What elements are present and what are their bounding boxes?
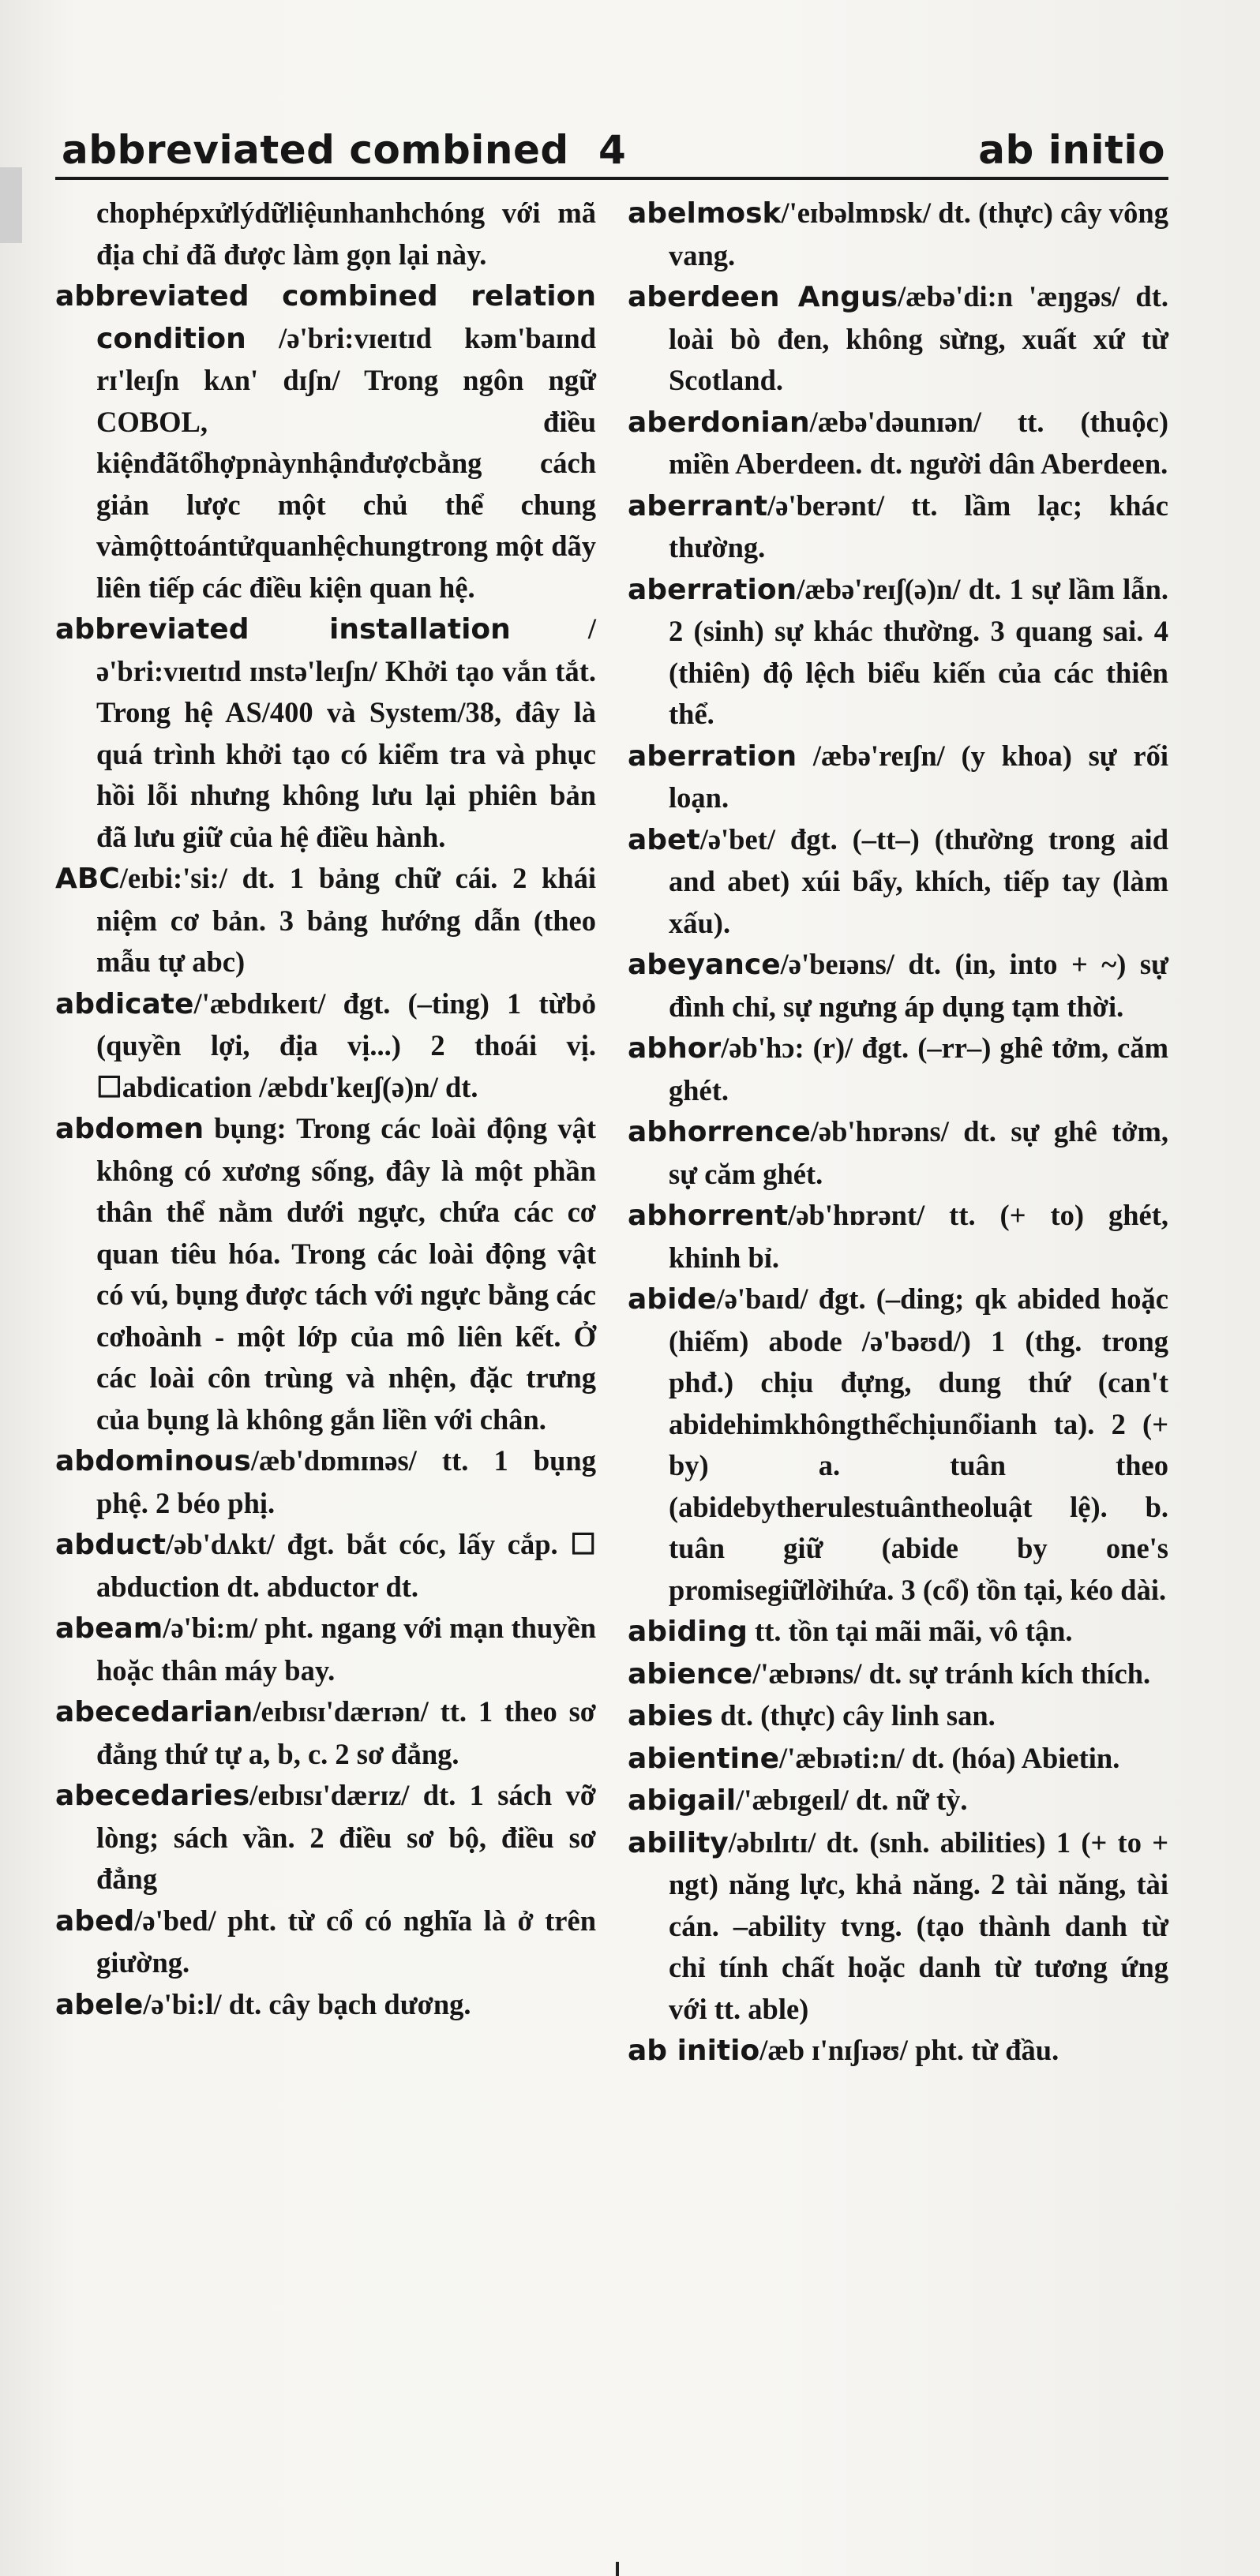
- dictionary-entry: [55, 858, 596, 983]
- dictionary-entry: [55, 1900, 596, 1984]
- entry-definition: /eɪbɪsɪ'dærɪz/ dt. 1 sách vỡ lòng; sách vần. 2 điều sơ bộ, điều sơ đẳng: [96, 1779, 596, 1895]
- entry-definition: /'æbɪəti:n/ dt. (hóa) Abietin.: [779, 1741, 1120, 1774]
- entry-definition: /ə'bet/ đgt. (–tt–) (thường trong aid and abet) xúi bẩy, khích, tiếp tay (làm xấu).: [669, 822, 1168, 939]
- dictionary-entry: [55, 193, 596, 275]
- dictionary-entry: [55, 983, 596, 1109]
- entry-definition: /'æbɪgeɪl/ dt. nữ tỳ.: [736, 1784, 968, 1816]
- dictionary-entry: [628, 736, 1168, 819]
- entry-definition: /'æbdɪkeɪt/ đgt. (–ting) 1 từbỏ (quyền lợi, địa vị...) 2 thoái vị. ☐abdication /æbdɪ'keɪʃ(ə)n/ dt.: [96, 987, 596, 1103]
- entry-definition: /əb'dʌkt/ đgt. bắt cóc, lấy cắp. ☐ abduction dt. abductor dt.: [96, 1528, 596, 1603]
- dictionary-entry: [55, 1440, 596, 1524]
- dictionary-entry: [628, 1653, 1168, 1696]
- entry-definition: /æbə'reɪʃ(ə)n/ dt. 1 sự lầm lẫn. 2 (sinh) sự khác thường. 3 quang sai. 4 (thiên) độ lệch biểu kiến của các thiên thể.: [669, 572, 1168, 730]
- dictionary-entry: [628, 1738, 1168, 1780]
- dictionary-entry: [628, 1611, 1168, 1653]
- entry-headword: abies: [628, 1700, 714, 1732]
- entry-headword: abecedaries: [55, 1780, 250, 1812]
- entry-headword: abbreviated installation: [55, 613, 511, 646]
- dictionary-entry: [628, 1695, 1168, 1738]
- entry-headword: abbreviated combined relation condition: [55, 280, 596, 355]
- entry-headword: abide: [628, 1283, 717, 1316]
- dictionary-entry: [628, 2030, 1168, 2072]
- entry-headword: abhorrence: [628, 1116, 811, 1148]
- entry-headword: aberrant: [628, 489, 768, 522]
- dictionary-entry: [55, 608, 596, 858]
- entry-definition: /æbə'di:n 'æŋgəs/ dt. loài bò đen, không sừng, xuất xứ từ Scotland.: [669, 280, 1169, 396]
- entry-headword: abed: [55, 1904, 135, 1938]
- page-footer-mark: [616, 2562, 619, 2576]
- entry-headword: abeyance: [628, 949, 781, 981]
- entry-definition: /æb ɪ'nɪʃɪəʊ/ pht. từ đầu.: [759, 2034, 1059, 2066]
- dictionary-entry: [628, 193, 1168, 276]
- entry-definition: bụng: Trong các loài động vật không có xương sống, đây là một phần thân thể nằm dưới ngực, chứa các cơ quan tiêu hóa. Trong các loài động vật có vú, bụng được tách với ngực bằng các cơhoành - một lớp của mô liên kết. Ở các loài côn trùng và nhện, đặc trưng của bụng là không gắn liền với chân.: [96, 1112, 596, 1436]
- entry-definition: /eɪbi:'si:/ dt. 1 bảng chữ cái. 2 khái niệm cơ bản. 3 bảng hướng dẫn (theo mẫu tự abc): [96, 862, 596, 978]
- dictionary-entry: [628, 276, 1168, 402]
- entry-headword: abdominous: [55, 1445, 251, 1477]
- entry-headword: abhorrent: [628, 1200, 789, 1232]
- entry-definition: /æb'dɒmɪnəs/ tt. 1 bụng phệ. 2 béo phị.: [96, 1444, 596, 1519]
- dictionary-entry: [628, 485, 1168, 569]
- entry-definition: /ə'bed/ pht. từ cổ có nghĩa là ở trên giường.: [96, 1904, 596, 1979]
- entry-headword: abduct: [55, 1529, 167, 1561]
- entry-headword: abdomen: [55, 1113, 204, 1145]
- entry-headword: abelmosk: [628, 197, 782, 230]
- dictionary-entry: [55, 1608, 596, 1691]
- page-number: 4: [598, 127, 626, 173]
- entry-definition: /'eɪbəlmɒsk/ dt. (thực) cây vông vang.: [669, 197, 1168, 271]
- entry-headword: ab initio: [628, 2035, 760, 2067]
- entry-headword: abeam: [55, 1612, 163, 1645]
- dictionary-entry: [628, 944, 1168, 1028]
- dictionary-entry: [55, 1524, 596, 1608]
- entry-headword: aberration: [628, 573, 797, 606]
- dictionary-entry: [628, 1780, 1168, 1822]
- entry-definition: dt. (thực) cây linh san.: [713, 1699, 996, 1732]
- entry-headword: aberdeen Angus: [628, 281, 898, 313]
- entry-definition: tt. tồn tại mãi mãi, vô tận.: [747, 1615, 1073, 1647]
- entry-definition: /ə'berənt/ tt. lầm lạc; khác thường.: [669, 489, 1168, 564]
- entry-headword: abele: [55, 1988, 144, 2021]
- entry-headword: abecedarian: [55, 1696, 253, 1728]
- entry-headword: aberration: [628, 739, 797, 773]
- dictionary-entry: [55, 1775, 596, 1900]
- entry-definition: /əbɪlɪtɪ/ dt. (snh. abilities) 1 (+ to + ngt) năng lực, khả năng. 2 tài năng, tài cán. –ability tvng. (tạo thành danh từ chỉ tính chất hoặc danh từ tương ứng với tt. able): [669, 1825, 1168, 2025]
- dictionary-entry: [628, 819, 1168, 945]
- entry-definition: /æbə'dəunɪən/ tt. (thuộc) miền Aberdeen. dt. người dân Aberdeen.: [669, 405, 1168, 480]
- dictionary-entry: [55, 1984, 596, 2027]
- entry-headword: abigail: [628, 1784, 737, 1817]
- entry-headword: abientine: [628, 1742, 780, 1775]
- dictionary-entry: [628, 1279, 1168, 1611]
- dictionary-entry: [628, 402, 1168, 485]
- dictionary-entry: [55, 1691, 596, 1775]
- dictionary-entry: [628, 1195, 1168, 1279]
- page-header: [55, 126, 1168, 180]
- entry-headword: aberdonian: [628, 406, 810, 439]
- entry-headword: abhor: [628, 1032, 722, 1065]
- thumb-index-tab: [0, 167, 22, 243]
- entry-definition: /ə'bri:vɪeɪtɪd ɪnstə'leɪʃn/ Khởi tạo vắn tắt. Trong hệ AS/400 và System/38, đây là quá trình khởi tạo có kiểm tra và phục hồi lỗi nhưng không lưu lại phiên bản đã lưu giữ của hệ điều hành.: [96, 612, 596, 853]
- entry-definition: /ə'bi:m/ pht. ngang với mạn thuyền hoặc thân máy bay.: [96, 1612, 596, 1687]
- entry-headword: ABC: [55, 863, 120, 895]
- entry-headword: abiding: [628, 1616, 748, 1648]
- dictionary-entry: [628, 569, 1168, 736]
- entry-definition: /'æbɪəns/ dt. sự tránh kích thích.: [752, 1657, 1151, 1690]
- dictionary-entry: [628, 1111, 1168, 1195]
- entry-definition: /ə'bi:l/ dt. cây bạch dương.: [143, 1987, 471, 2020]
- entry-headword: ability: [628, 1826, 729, 1859]
- dictionary-entry: [628, 1822, 1168, 2031]
- header-guide-word-left: abbreviated combined: [62, 127, 569, 173]
- entry-definition: /əb'hɔ: (r)/ đgt. (–rr–) ghê tởm, căm ghét.: [669, 1032, 1168, 1106]
- right-column: [628, 193, 1168, 2072]
- dictionary-entry: [628, 1028, 1168, 1111]
- entry-headword: abdicate: [55, 987, 194, 1020]
- left-column: [55, 193, 596, 2026]
- entry-definition: /ə'baɪd/ đgt. (–ding; qk abided hoặc (hiếm) abode /ə'bəʊd/) 1 (thg. trong phđ.) chịu đựng, dung thứ (can't abidehimkhôngthểchịunổianh ta). 2 (+ by) a. tuân theo (abidebytherulestuântheoluật lệ). b. tuân giữ (abide by one's promisegiữlờihứa. 3 (cổ) tồn tại, kéo dài.: [669, 1282, 1168, 1606]
- entry-definition: /ə'beɪəns/ dt. (in, into + ~) sự đình chỉ, sự ngưng áp dụng tạm thời.: [669, 948, 1168, 1023]
- entry-definition: chophépxửlýdữliệunhanhchóng với mã địa chỉ đã được làm gọn lại này.: [96, 197, 596, 271]
- dictionary-entry: [55, 275, 596, 608]
- entry-headword: abience: [628, 1657, 753, 1690]
- entry-headword: abet: [628, 823, 700, 856]
- entry-definition: /eɪbɪsɪ'dærɪən/ tt. 1 theo sơ đẳng thứ tự a, b, c. 2 sơ đẳng.: [96, 1695, 596, 1770]
- dictionary-entry: [55, 1108, 596, 1440]
- header-guide-word-right: ab initio: [978, 127, 1165, 173]
- entry-definition: /ə'bri:vɪeɪtɪd kəm'baɪnd rɪ'leɪʃn kʌn' dɪʃn/ Trong ngôn ngữ COBOL, điều kiệnđãtổhợpnàynhậnđượcbằng cách giản lược một chủ thể chung vàmộttoántửquanhệchungtrong một dãy liên tiếp các điều kiện quan hệ.: [96, 321, 596, 604]
- entry-definition: /æbə'reɪʃn/ (y khoa) sự rối loạn.: [669, 739, 1168, 814]
- entry-definition: /əb'hɒrəns/ dt. sự ghê tởm, sự căm ghét.: [669, 1115, 1168, 1190]
- entry-definition: /əb'hɒrənt/ tt. (+ to) ghét, khinh bỉ.: [669, 1199, 1168, 1274]
